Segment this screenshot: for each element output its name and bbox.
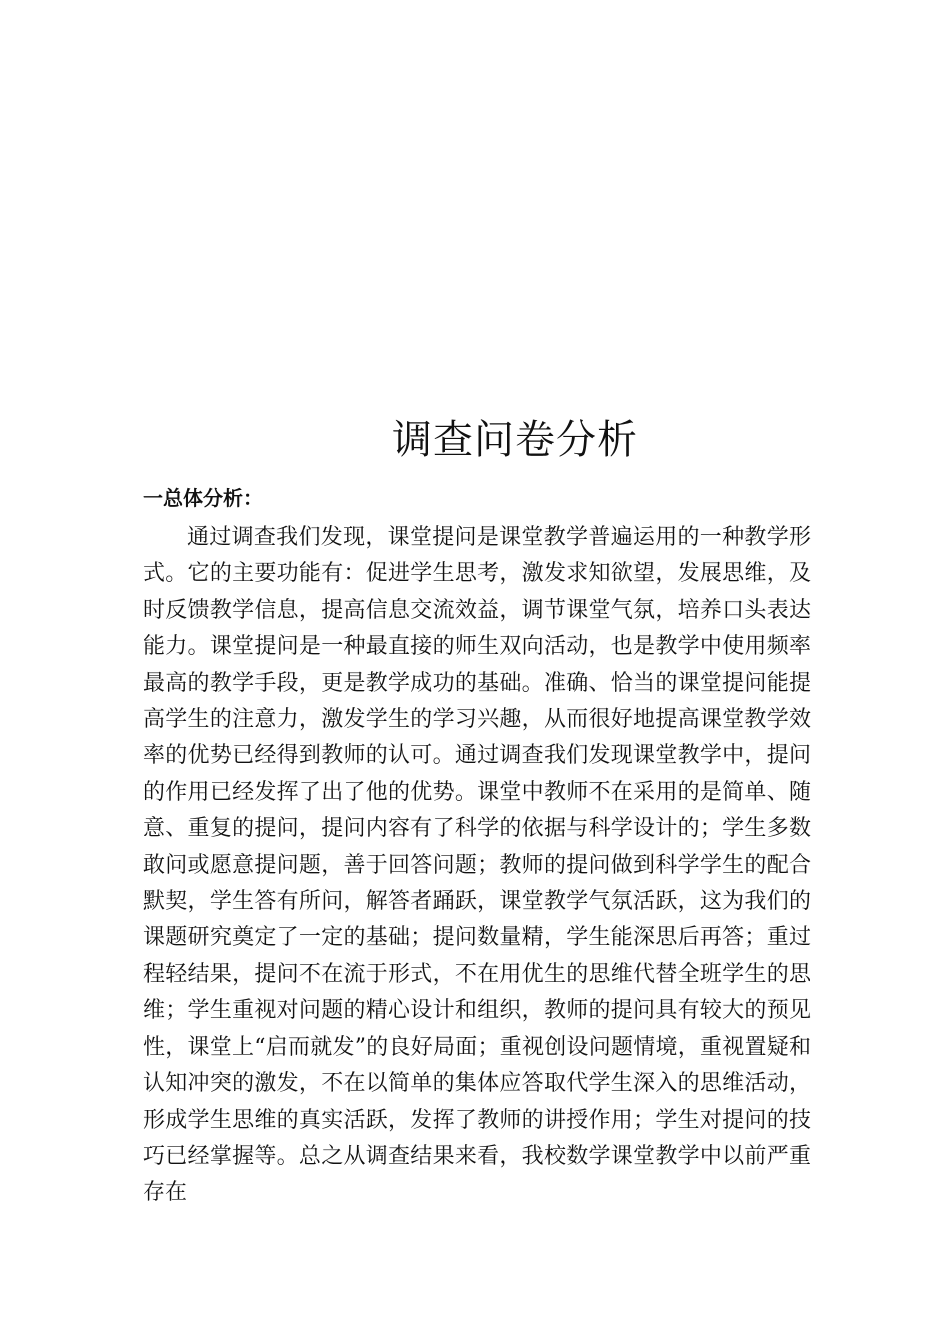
body-paragraph: 通过调查我们发现，课堂提问是课堂教学普遍运用的一种教学形式。它的主要功能有：促进学生思考，激发求知欲望，发展思维，及时反馈教学信息，提高信息交流效益，调节课堂气氛，培养口头表达能力。课堂提问是一种最直接的师生双向活动，也是教学中使用频率最高的教学手段，更是教学成功的基础。准确、恰当的课堂提问能提高学生的注意力，激发学生的学习兴趣，从而很好地提高课堂教学效率的优势已经得到教师的认可。通过调查我们发现课堂教学中，提问的作用已经发挥了出了他的优势。课堂中教师不在采用的是简单、随意、重复的提问，提问内容有了科学的依据与科学设计的；学生多数敢问或愿意提问题，善于回答问题；教师的提问做到科学学生的配合默契，学生答有所问，解答者踊跃，课堂教学气氛活跃，这为我们的课题研究奠定了一定的基础；提问数量精，学生能深思后再答；重过程轻结果，提问不在流于形式，不在用优生的思维代替全班学生的思维；学生重视对问题的精心设计和组织，教师的提问具有较大的预见性，课堂上“启而就发”的良好局面；重视创设问题情境，重视置疑和认知冲突的激发，不在以简单的集体应答取代学生深入的思维活动，形成学生思维的真实活跃，发挥了教师的讲授作用；学生对提问的技巧已经掌握等。总之从调查结果来看，我校数学课堂教学中以前严重存在 <box>143 525 811 1206</box>
document-title: 调查问卷分析 <box>392 417 638 463</box>
section-heading: 一总体分析： <box>143 486 263 510</box>
